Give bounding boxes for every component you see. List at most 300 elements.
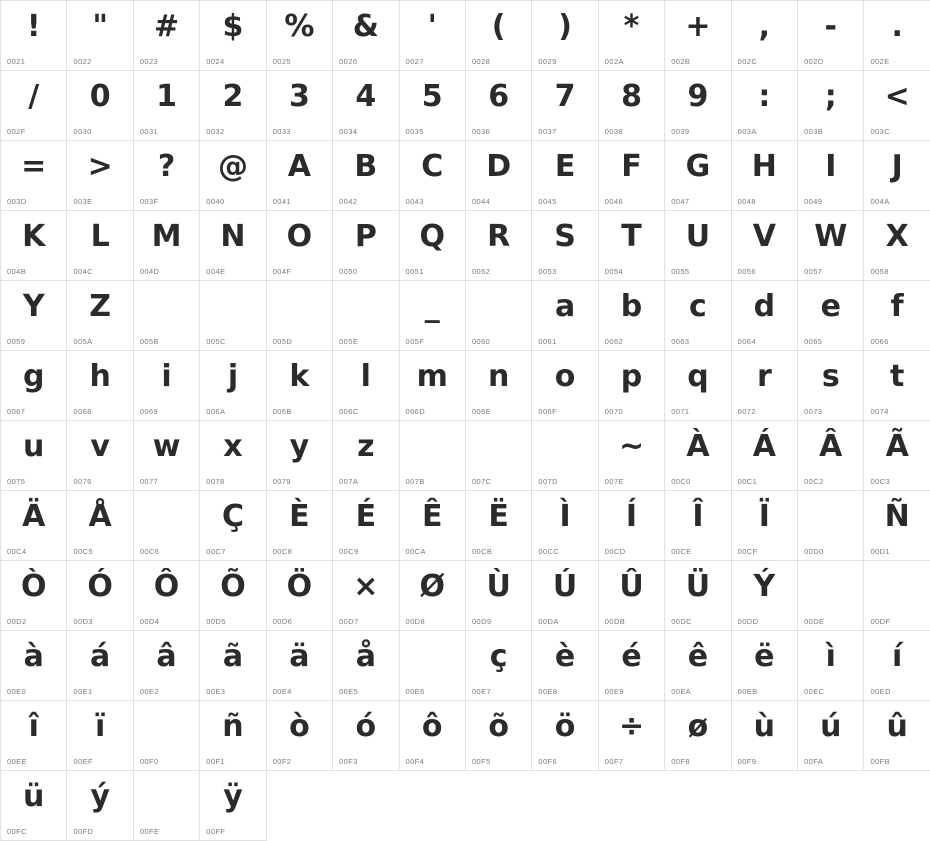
glyph-codepoint: 0059	[7, 337, 26, 346]
glyph-codepoint: 00CF	[737, 547, 758, 556]
glyph-character: *	[623, 9, 640, 44]
glyph-cell[interactable]	[599, 281, 665, 351]
glyph-cell[interactable]	[267, 631, 333, 701]
glyph-codepoint: 0039	[671, 127, 690, 136]
glyph-cell[interactable]	[200, 421, 266, 491]
glyph-cell[interactable]	[665, 491, 731, 561]
glyph-cell[interactable]	[532, 141, 598, 211]
glyph-cell[interactable]	[532, 281, 598, 351]
glyph-cell[interactable]	[67, 141, 133, 211]
glyph-codepoint: 005A	[73, 337, 93, 346]
glyph-codepoint: 0044	[471, 197, 491, 206]
glyph-cell[interactable]	[1, 281, 67, 351]
glyph-codepoint: 005F	[405, 337, 425, 346]
glyph-cell[interactable]	[599, 631, 665, 701]
glyph-character: +	[685, 9, 711, 44]
glyph-character: h	[89, 359, 111, 394]
glyph-codepoint: 0060	[471, 337, 491, 346]
glyph-codepoint: 003A	[737, 127, 757, 136]
glyph-cell[interactable]	[1, 1, 67, 71]
glyph-codepoint: 0052	[471, 267, 491, 276]
glyph-cell[interactable]	[665, 421, 731, 491]
glyph-cell[interactable]	[532, 211, 598, 281]
glyph-codepoint: 00D2	[7, 617, 27, 626]
glyph-codepoint: 00C5	[73, 547, 93, 556]
glyph-character: &	[352, 9, 379, 44]
glyph-character: ,	[758, 9, 771, 44]
glyph-character: W	[814, 219, 848, 254]
glyph-codepoint: 00D8	[405, 617, 426, 626]
glyph-cell[interactable]	[200, 351, 266, 421]
glyph-cell[interactable]	[732, 491, 798, 561]
glyph-character: B	[354, 149, 378, 184]
glyph-cell[interactable]	[732, 211, 798, 281]
glyph-cell[interactable]	[200, 141, 266, 211]
glyph-codepoint: 004F	[272, 267, 292, 276]
glyph-character: û	[886, 709, 908, 744]
glyph-cell[interactable]	[798, 1, 864, 71]
glyph-codepoint: 0079	[272, 477, 291, 486]
glyph-cell[interactable]	[864, 631, 930, 701]
glyph-cell[interactable]	[864, 281, 930, 351]
glyph-cell[interactable]	[599, 211, 665, 281]
glyph-codepoint: 0056	[737, 267, 756, 276]
glyph-cell[interactable]	[732, 421, 798, 491]
glyph-cell[interactable]	[333, 281, 399, 351]
glyph-cell[interactable]	[732, 561, 798, 631]
glyph-character: A	[287, 149, 311, 184]
glyph-character: å	[355, 639, 376, 674]
glyph-character: Í	[625, 499, 638, 534]
glyph-character: ý	[90, 779, 110, 814]
glyph-cell[interactable]	[532, 561, 598, 631]
glyph-cell[interactable]	[532, 421, 598, 491]
glyph-codepoint: 006E	[471, 407, 492, 416]
glyph-cell[interactable]	[67, 351, 133, 421]
glyph-codepoint: 00D1	[870, 547, 891, 556]
glyph-cell[interactable]	[864, 141, 930, 211]
glyph-character: ú	[820, 709, 842, 744]
glyph-codepoint: 00EE	[7, 757, 27, 766]
glyph-cell[interactable]	[532, 351, 598, 421]
glyph-codepoint: 007D	[538, 477, 558, 486]
glyph-cell[interactable]	[67, 211, 133, 281]
glyph-cell[interactable]	[267, 561, 333, 631]
glyph-cell[interactable]	[798, 561, 864, 631]
glyph-cell[interactable]	[665, 211, 731, 281]
glyph-cell[interactable]	[466, 421, 532, 491]
glyph-character: 9	[687, 79, 709, 114]
glyph-cell[interactable]	[665, 71, 731, 141]
glyph-cell[interactable]	[532, 71, 598, 141]
glyph-cell[interactable]	[864, 701, 930, 771]
glyph-cell[interactable]	[333, 1, 399, 71]
glyph-cell[interactable]	[732, 281, 798, 351]
glyph-cell[interactable]	[134, 631, 200, 701]
glyph-cell[interactable]	[798, 351, 864, 421]
glyph-cell[interactable]	[732, 351, 798, 421]
glyph-character: è	[554, 639, 576, 674]
glyph-cell[interactable]	[864, 211, 930, 281]
glyph-cell[interactable]	[267, 701, 333, 771]
glyph-codepoint: 00DA	[538, 617, 559, 626]
glyph-codepoint: 0066	[870, 337, 889, 346]
glyph-cell[interactable]	[599, 701, 665, 771]
glyph-cell[interactable]	[599, 491, 665, 561]
glyph-cell[interactable]	[200, 71, 266, 141]
glyph-character: l	[360, 359, 371, 394]
glyph-character: w	[152, 429, 181, 464]
glyph-cell[interactable]	[466, 561, 532, 631]
glyph-cell[interactable]	[466, 141, 532, 211]
glyph-codepoint: 005C	[206, 337, 226, 346]
glyph-cell[interactable]	[67, 561, 133, 631]
glyph-cell[interactable]	[466, 71, 532, 141]
glyph-cell[interactable]	[134, 211, 200, 281]
glyph-cell[interactable]	[134, 1, 200, 71]
glyph-cell[interactable]	[798, 491, 864, 561]
glyph-codepoint: 00E1	[73, 687, 93, 696]
glyph-cell[interactable]	[864, 1, 930, 71]
glyph-cell[interactable]	[134, 421, 200, 491]
glyph-character: ë	[754, 639, 775, 674]
glyph-cell[interactable]	[732, 1, 798, 71]
glyph-codepoint: 0054	[604, 267, 624, 276]
glyph-codepoint: 00F7	[604, 757, 624, 766]
glyph-cell[interactable]	[67, 1, 133, 71]
glyph-cell[interactable]	[732, 141, 798, 211]
glyph-codepoint: 003F	[139, 197, 159, 206]
glyph-cell[interactable]	[67, 281, 133, 351]
glyph-codepoint: 0067	[7, 407, 26, 416]
glyph-cell[interactable]	[200, 561, 266, 631]
glyph-codepoint: 00C2	[804, 477, 824, 486]
glyph-cell[interactable]	[466, 701, 532, 771]
glyph-character: Y	[22, 289, 45, 324]
glyph-character: S	[554, 219, 576, 254]
glyph-codepoint: 002F	[7, 127, 26, 136]
glyph-cell[interactable]	[67, 71, 133, 141]
glyph-codepoint: 00EA	[671, 687, 692, 696]
glyph-cell[interactable]	[134, 561, 200, 631]
glyph-cell[interactable]	[1, 71, 67, 141]
glyph-character: ó	[355, 709, 377, 744]
glyph-cell[interactable]	[333, 141, 399, 211]
glyph-character: ø	[687, 709, 709, 744]
glyph-character: Ã	[885, 429, 909, 464]
glyph-cell[interactable]	[267, 71, 333, 141]
glyph-cell[interactable]	[599, 561, 665, 631]
glyph-cell[interactable]	[1, 561, 67, 631]
glyph-character: -	[824, 9, 837, 44]
glyph-character: =	[21, 149, 47, 184]
glyph-codepoint: 00E5	[339, 687, 359, 696]
glyph-codepoint: 00F2	[272, 757, 292, 766]
glyph-cell[interactable]	[400, 701, 466, 771]
glyph-character: y	[289, 429, 310, 464]
glyph-cell[interactable]	[134, 281, 200, 351]
glyph-codepoint: 004B	[7, 267, 27, 276]
glyph-character: g	[22, 359, 45, 394]
glyph-codepoint: 00E9	[604, 687, 624, 696]
glyph-cell[interactable]	[798, 141, 864, 211]
glyph-character: Ç	[221, 499, 244, 534]
glyph-codepoint: 0027	[405, 57, 424, 66]
glyph-cell[interactable]	[400, 351, 466, 421]
glyph-codepoint: 00EC	[804, 687, 825, 696]
glyph-cell[interactable]	[67, 421, 133, 491]
glyph-character: 5	[421, 79, 443, 114]
glyph-character: ×	[353, 569, 379, 604]
glyph-cell[interactable]	[1, 771, 67, 841]
glyph-cell[interactable]	[267, 351, 333, 421]
glyph-cell[interactable]	[267, 141, 333, 211]
glyph-character: ö	[554, 709, 576, 744]
glyph-cell[interactable]	[665, 351, 731, 421]
glyph-cell[interactable]	[798, 421, 864, 491]
glyph-character: k	[289, 359, 310, 394]
glyph-cell[interactable]	[67, 491, 133, 561]
glyph-cell[interactable]	[798, 211, 864, 281]
glyph-cell[interactable]	[466, 351, 532, 421]
glyph-cell[interactable]	[798, 281, 864, 351]
glyph-character: 0	[89, 79, 111, 114]
glyph-codepoint: 0030	[73, 127, 92, 136]
glyph-cell[interactable]	[665, 701, 731, 771]
glyph-cell[interactable]	[400, 71, 466, 141]
glyph-character: ã	[222, 639, 244, 674]
glyph-cell[interactable]	[599, 1, 665, 71]
glyph-character: .	[891, 9, 903, 44]
glyph-codepoint: 00DE	[804, 617, 825, 626]
glyph-character: m	[416, 359, 448, 394]
glyph-cell[interactable]	[134, 771, 200, 841]
glyph-character: â	[156, 639, 177, 674]
glyph-cell[interactable]	[200, 771, 266, 841]
glyph-cell[interactable]	[333, 351, 399, 421]
glyph-character: F	[621, 149, 642, 184]
glyph-cell[interactable]	[200, 281, 266, 351]
glyph-cell[interactable]	[732, 701, 798, 771]
glyph-cell[interactable]	[200, 211, 266, 281]
glyph-cell[interactable]	[1, 351, 67, 421]
glyph-cell[interactable]	[599, 141, 665, 211]
glyph-cell[interactable]	[798, 71, 864, 141]
glyph-character: n	[487, 359, 510, 394]
glyph-cell[interactable]	[1, 211, 67, 281]
glyph-character: 8	[621, 79, 642, 114]
glyph-codepoint: 00FB	[870, 757, 891, 766]
glyph-character: <	[884, 79, 910, 114]
glyph-character: ü	[23, 779, 45, 814]
glyph-codepoint: 00CB	[471, 547, 493, 556]
glyph-codepoint: 00FC	[7, 827, 27, 836]
glyph-cell[interactable]	[267, 1, 333, 71]
glyph-character: Û	[619, 569, 644, 604]
glyph-codepoint: 00FF	[206, 827, 226, 836]
glyph-cell[interactable]	[134, 351, 200, 421]
glyph-cell[interactable]	[333, 421, 399, 491]
glyph-cell[interactable]	[732, 631, 798, 701]
glyph-cell[interactable]	[599, 71, 665, 141]
glyph-character: '	[427, 9, 437, 44]
glyph-codepoint: 00F9	[737, 757, 757, 766]
glyph-cell[interactable]	[665, 1, 731, 71]
glyph-cell[interactable]	[67, 701, 133, 771]
glyph-codepoint: 00F6	[538, 757, 558, 766]
glyph-cell[interactable]	[333, 491, 399, 561]
glyph-cell[interactable]	[665, 561, 731, 631]
glyph-character: ~	[618, 429, 645, 464]
glyph-cell[interactable]	[864, 491, 930, 561]
glyph-character: Ö	[286, 569, 313, 604]
glyph-character: Ò	[20, 569, 47, 604]
glyph-cell[interactable]	[333, 71, 399, 141]
glyph-codepoint: 0028	[471, 57, 491, 66]
glyph-cell[interactable]	[333, 561, 399, 631]
glyph-cell[interactable]	[267, 281, 333, 351]
glyph-character: Q	[419, 219, 445, 254]
glyph-cell[interactable]	[466, 631, 532, 701]
glyph-codepoint: 00FA	[804, 757, 824, 766]
glyph-character: G	[685, 149, 711, 184]
glyph-cell[interactable]	[67, 771, 133, 841]
glyph-cell[interactable]	[798, 631, 864, 701]
glyph-character: É	[355, 499, 377, 534]
glyph-character: O	[286, 219, 313, 254]
glyph-character: Õ	[220, 569, 246, 604]
glyph-cell[interactable]	[466, 211, 532, 281]
glyph-cell[interactable]	[200, 701, 266, 771]
glyph-cell[interactable]	[532, 1, 598, 71]
glyph-codepoint: 0038	[604, 127, 624, 136]
glyph-codepoint: 00C3	[870, 477, 891, 486]
glyph-character: C	[421, 149, 444, 184]
glyph-cell[interactable]	[798, 701, 864, 771]
glyph-character: Ñ	[884, 499, 910, 534]
glyph-cell[interactable]	[267, 421, 333, 491]
glyph-character: a	[554, 289, 576, 324]
glyph-cell[interactable]	[532, 701, 598, 771]
glyph-cell[interactable]	[665, 281, 731, 351]
glyph-cell[interactable]	[466, 491, 532, 561]
glyph-cell[interactable]	[466, 1, 532, 71]
glyph-codepoint: 00D6	[272, 617, 293, 626]
glyph-cell[interactable]	[134, 71, 200, 141]
glyph-cell[interactable]	[333, 211, 399, 281]
glyph-cell[interactable]	[400, 141, 466, 211]
glyph-codepoint: 00E0	[7, 687, 27, 696]
glyph-character: b	[620, 289, 643, 324]
glyph-character: P	[354, 219, 377, 254]
glyph-character: r	[756, 359, 772, 394]
glyph-codepoint: 0034	[339, 127, 358, 136]
glyph-cell[interactable]	[466, 281, 532, 351]
glyph-character: d	[753, 289, 776, 324]
glyph-cell[interactable]	[1, 491, 67, 561]
glyph-codepoint: 0043	[405, 197, 424, 206]
glyph-cell[interactable]	[599, 421, 665, 491]
glyph-character: é	[621, 639, 642, 674]
glyph-codepoint: 0058	[870, 267, 889, 276]
glyph-cell[interactable]	[267, 491, 333, 561]
glyph-codepoint: 00F1	[206, 757, 225, 766]
glyph-codepoint: 00CA	[405, 547, 426, 556]
glyph-cell[interactable]	[200, 631, 266, 701]
glyph-codepoint: 00CD	[604, 547, 626, 556]
glyph-cell[interactable]	[665, 141, 731, 211]
glyph-cell[interactable]	[864, 71, 930, 141]
glyph-character: V	[752, 219, 776, 254]
glyph-cell[interactable]	[732, 71, 798, 141]
glyph-cell[interactable]	[134, 701, 200, 771]
glyph-character: v	[90, 429, 110, 464]
glyph-codepoint: 00C8	[272, 547, 293, 556]
glyph-character: À	[686, 429, 710, 464]
glyph-character: E	[554, 149, 576, 184]
glyph-cell[interactable]	[864, 421, 930, 491]
glyph-character: U	[685, 219, 711, 254]
glyph-cell[interactable]	[200, 1, 266, 71]
glyph-cell[interactable]	[1, 701, 67, 771]
glyph-codepoint: 0050	[339, 267, 358, 276]
glyph-cell[interactable]	[333, 631, 399, 701]
glyph-cell[interactable]	[1, 141, 67, 211]
glyph-cell[interactable]	[532, 491, 598, 561]
glyph-cell[interactable]	[400, 421, 466, 491]
glyph-codepoint: 00F8	[671, 757, 690, 766]
glyph-character: Ù	[486, 569, 511, 604]
glyph-character: t	[890, 359, 905, 394]
glyph-cell[interactable]	[400, 1, 466, 71]
glyph-cell[interactable]	[400, 491, 466, 561]
glyph-character: N	[220, 219, 246, 254]
glyph-character: ï	[94, 709, 106, 744]
glyph-character: í	[892, 639, 903, 674]
glyph-cell[interactable]	[333, 701, 399, 771]
glyph-codepoint: 00EB	[737, 687, 758, 696]
glyph-cell[interactable]	[1, 421, 67, 491]
glyph-character: T	[621, 219, 642, 254]
glyph-character: I	[825, 149, 837, 184]
glyph-cell[interactable]	[532, 631, 598, 701]
glyph-cell[interactable]	[400, 211, 466, 281]
glyph-cell[interactable]	[665, 631, 731, 701]
glyph-cell[interactable]	[599, 351, 665, 421]
glyph-cell[interactable]	[67, 631, 133, 701]
glyph-codepoint: 00DF	[870, 617, 891, 626]
glyph-cell[interactable]	[400, 631, 466, 701]
glyph-cell[interactable]	[400, 281, 466, 351]
glyph-codepoint: 00FD	[73, 827, 94, 836]
glyph-cell[interactable]	[1, 631, 67, 701]
glyph-codepoint: 0047	[671, 197, 690, 206]
glyph-cell[interactable]	[134, 491, 200, 561]
glyph-character: ç	[489, 639, 508, 674]
glyph-character: õ	[488, 709, 509, 744]
glyph-character: ê	[687, 639, 709, 674]
glyph-codepoint: 0045	[538, 197, 557, 206]
glyph-character: s	[821, 359, 840, 394]
glyph-cell[interactable]	[134, 141, 200, 211]
glyph-codepoint: 0023	[139, 57, 159, 66]
glyph-cell[interactable]	[267, 211, 333, 281]
glyph-cell[interactable]	[400, 561, 466, 631]
glyph-cell[interactable]	[864, 351, 930, 421]
glyph-cell[interactable]	[200, 491, 266, 561]
glyph-cell[interactable]	[864, 561, 930, 631]
glyph-character: /	[28, 79, 40, 114]
